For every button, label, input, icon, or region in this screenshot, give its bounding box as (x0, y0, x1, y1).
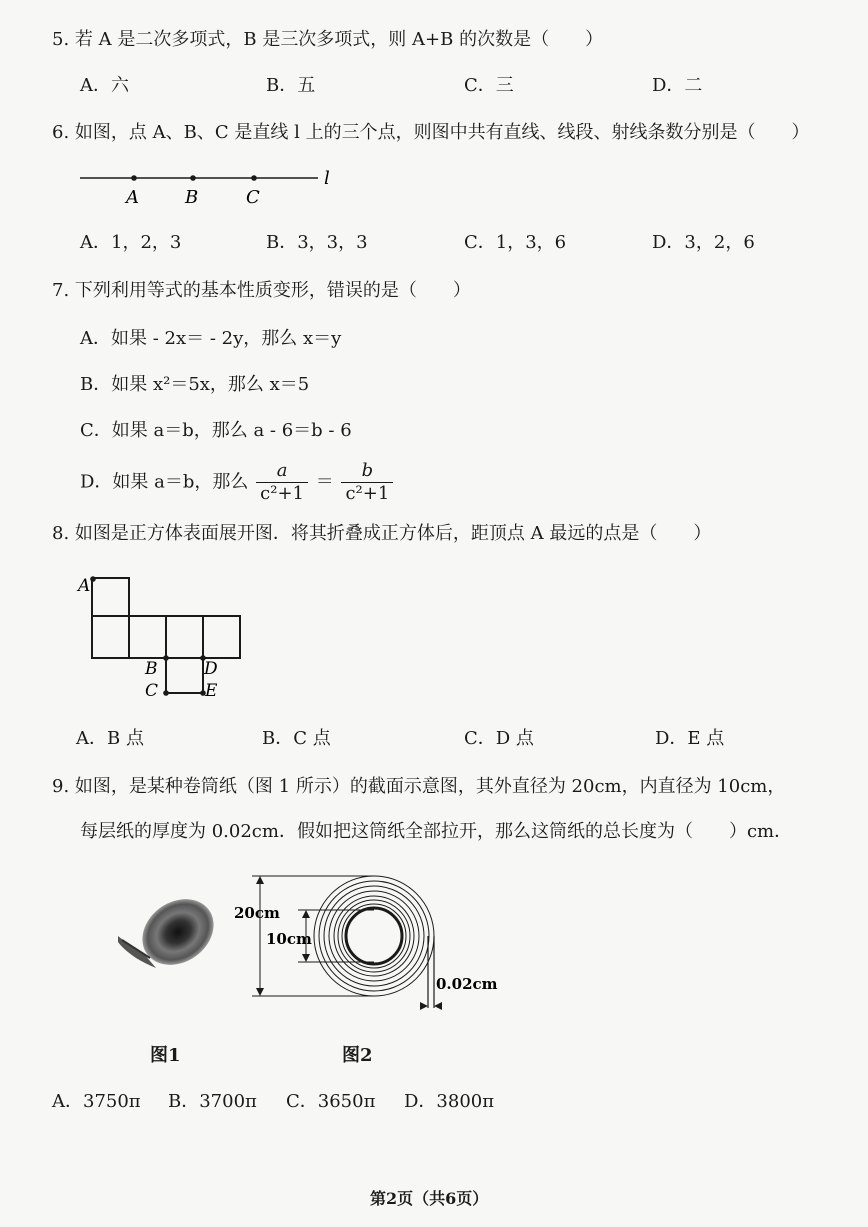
vertex-d-label: D (204, 659, 218, 679)
line-label: l (324, 168, 330, 189)
fraction-right-numerator: b (341, 460, 393, 483)
vertex-c-label: C (145, 681, 159, 701)
q7-option-d[interactable] (80, 460, 395, 505)
inner-diameter-label: 10cm (266, 930, 312, 948)
q6-option-a[interactable]: A．1，2，3 (80, 232, 182, 253)
roll-cross-section-diagram (232, 868, 502, 1018)
point-b-label: B (185, 187, 199, 208)
q5-option-d[interactable]: D．二 (652, 75, 703, 96)
q8-option-a[interactable]: A．B 点 (76, 728, 144, 749)
figure-2-caption: 图2 (342, 1045, 373, 1066)
vertex-e-label: E (205, 681, 218, 701)
paper-roll-photo (110, 888, 220, 988)
q7-option-a[interactable]: A．如果 - 2x＝ - 2y，那么 x＝y (80, 328, 342, 349)
point-a-label: A (126, 187, 139, 208)
point-c-dot (251, 175, 257, 181)
question-number: 6. (52, 122, 70, 143)
question-number: 7. (52, 280, 70, 301)
vertex-b-dot (163, 655, 169, 661)
q9-option-d[interactable]: D．3800π (404, 1091, 495, 1112)
figure-1-caption: 图1 (150, 1045, 181, 1066)
question-stem: 下列利用等式的基本性质变形，错误的是（ ） (74, 280, 471, 301)
question-stem-line-1: 如图，是某种卷筒纸（图 1 所示）的截面示意图，其外直径为 20cm，内直径为 10cm， (74, 776, 786, 797)
question-9 (52, 775, 785, 799)
page-footer: 第2页（共6页） (370, 1189, 489, 1208)
question-stem: 如图是正方体表面展开图．将其折叠成正方体后，距顶点 A 最远的点是（ ） (74, 523, 712, 544)
point-a-dot (131, 175, 137, 181)
cube-net-figure (70, 568, 260, 704)
net-square-4 (203, 616, 240, 658)
question-stem: 如图，点 A、B、C 是直线 l 上的三个点，则图中共有直线、线段、射线条数分别是（ ） (74, 122, 810, 143)
q5-option-b[interactable]: B．五 (266, 75, 316, 96)
question-number: 9. (52, 776, 70, 797)
q7-option-b[interactable]: B．如果 x²＝5x，那么 x＝5 (80, 374, 310, 395)
fraction-right (341, 460, 393, 505)
question-9-line-2: 每层纸的厚度为 0.02cm．假如把这筒纸全部拉开，那么这筒纸的总长度为（ ）cm． (80, 821, 793, 842)
net-square-3 (166, 616, 203, 658)
question-5 (52, 28, 603, 52)
net-square-1 (92, 616, 129, 658)
vertex-a-label: A (78, 576, 91, 596)
fraction-left-numerator: a (256, 460, 308, 483)
net-square-2 (129, 616, 166, 658)
question-7 (52, 279, 471, 303)
q7-option-c[interactable]: C．如果 a＝b，那么 a - 6＝b - 6 (80, 420, 352, 441)
q8-option-b[interactable]: B．C 点 (262, 728, 331, 749)
vertex-b-label: B (145, 659, 158, 679)
question-8 (52, 522, 711, 546)
question-6 (52, 121, 810, 145)
line-figure (70, 162, 360, 212)
net-square-top (92, 578, 129, 616)
point-c-label: C (246, 187, 260, 208)
outer-diameter-label: 20cm (234, 904, 280, 922)
q5-option-c[interactable]: C．三 (464, 75, 514, 96)
vertex-a-dot (90, 576, 96, 582)
vertex-c-dot (163, 690, 169, 696)
equals-sign: ＝ (315, 471, 334, 493)
q8-option-c[interactable]: C．D 点 (464, 728, 534, 749)
fraction-left-denominator: c²+1 (260, 483, 304, 504)
q8-option-d[interactable]: D．E 点 (655, 728, 725, 749)
fraction-right-denominator: c²+1 (345, 483, 390, 504)
q9-option-b[interactable]: B．3700π (168, 1091, 257, 1112)
q7-option-d-prefix: D．如果 a＝b，那么 (80, 471, 249, 493)
q9-option-c[interactable]: C．3650π (286, 1091, 376, 1112)
q9-option-a[interactable]: A．3750π (52, 1091, 141, 1112)
q6-option-d[interactable]: D．3，2，6 (652, 232, 755, 253)
thickness-label: 0.02cm (436, 975, 498, 993)
question-number: 8. (52, 523, 70, 544)
q6-option-b[interactable]: B．3，3，3 (266, 232, 368, 253)
fraction-left (256, 460, 308, 505)
question-stem: 若 A 是二次多项式，B 是三次多项式，则 A+B 的次数是（ ） (74, 29, 604, 50)
q5-option-a[interactable]: A．六 (80, 75, 129, 96)
net-square-bottom (166, 658, 203, 693)
point-b-dot (190, 175, 196, 181)
q6-option-c[interactable]: C．1，3，6 (464, 232, 567, 253)
question-number: 5. (52, 29, 70, 50)
